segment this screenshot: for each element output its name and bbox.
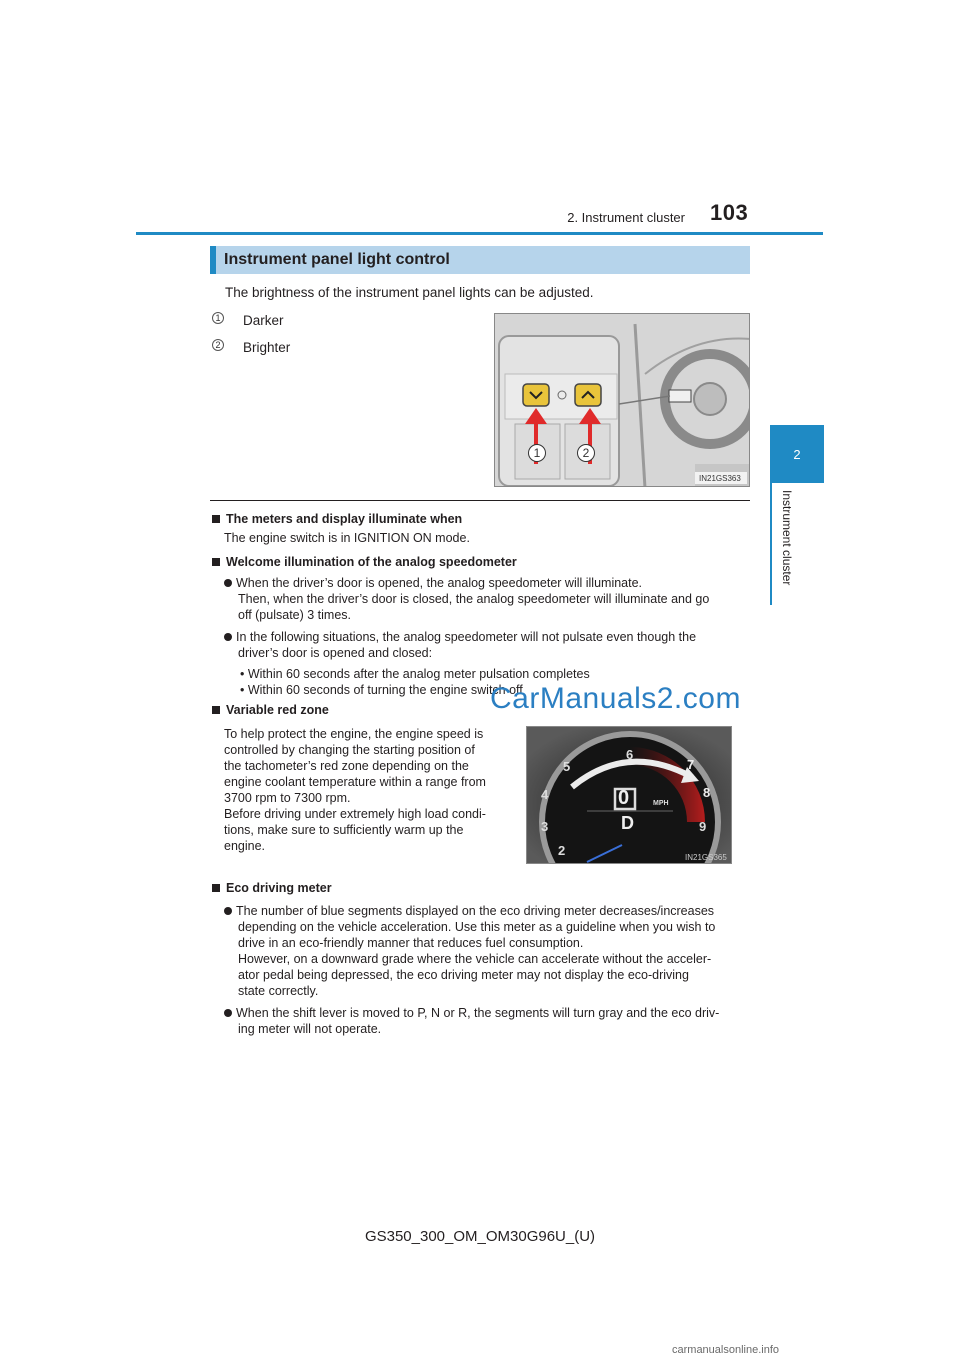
note-eco-bullet-1 (224, 903, 714, 919)
text-line: off (pulsate) 3 times. (238, 608, 352, 622)
header-divider (136, 232, 823, 235)
note-redzone-heading (212, 703, 329, 717)
text-line: 3700 rpm to 7300 rpm. (224, 791, 351, 805)
gear-indicator: D (621, 813, 634, 833)
footer-code: GS350_300_OM_OM30G96U_(U) (364, 1228, 596, 1245)
note-eco-heading (212, 881, 332, 895)
speed-unit: MPH (653, 800, 669, 807)
round-bullet-icon (224, 579, 232, 587)
footer-site: carmanualsonline.info (672, 1344, 780, 1356)
square-bullet-icon (212, 706, 220, 714)
gauge-number: 5 (563, 759, 571, 774)
square-bullet-icon (212, 558, 220, 566)
section-intro: The brightness of the instrument panel lights can be adjusted. (225, 285, 594, 300)
note-meters-text: The engine switch is in IGNITION ON mode. (224, 531, 470, 545)
text-line: controlled by changing the starting position of (224, 743, 475, 757)
item-number-1: 1 (212, 312, 224, 324)
text-line: drive in an eco-friendly manner that reduces fuel consumption. (238, 936, 584, 950)
text-line: tions, make sure to sufficiently warm up the (224, 823, 464, 837)
sub-bullet: • Within 60 seconds of turning the engine switch off (240, 683, 523, 697)
illustration-code: IN21GS363 (699, 474, 741, 483)
text-line: the tachometer’s red zone depending on the (224, 759, 469, 773)
text-line: ing meter will not operate. (238, 1022, 382, 1036)
text-line: Then, when the driver’s door is closed, the analog speedometer will illuminate and go (238, 592, 710, 606)
watermark: CarManuals2.com (490, 682, 741, 715)
note-meters-heading (212, 512, 462, 526)
text-line: However, on a downward grade where the vehicle can accelerate without the acceler- (238, 952, 712, 966)
gauge-number: 3 (541, 819, 549, 834)
sub-bullet: • Within 60 seconds after the analog meter pulsation completes (240, 667, 590, 681)
note-eco-bullet-2 (224, 1005, 719, 1021)
text-line: Before driving under extremely high load condi- (224, 807, 486, 821)
note-welcome-heading (212, 555, 517, 569)
tachometer-illustration (526, 726, 732, 864)
text-line: When the shift lever is moved to P, N or R, the segments will turn gray and the eco driv- (236, 1006, 720, 1020)
gauge-number: 8 (703, 785, 711, 800)
text-line: In the following situations, the analog speedometer will not pulsate even though the (236, 630, 697, 644)
chapter-tab[interactable]: 2 (770, 425, 824, 483)
chapter-tab-label: Instrument cluster (780, 490, 794, 586)
chapter-tab-rule (770, 483, 772, 605)
callout-1: 1 (528, 444, 546, 462)
text-line: engine. (224, 839, 266, 853)
item-number-2: 2 (212, 339, 224, 351)
text-line: depending on the vehicle acceleration. Use this meter as a guideline when you wish to (238, 920, 716, 934)
item-label-brighter: Brighter (243, 340, 291, 355)
note-welcome-bullet-1 (224, 575, 642, 591)
round-bullet-icon (224, 1009, 232, 1017)
instrument-light-control-illustration (494, 313, 750, 487)
text-line: driver’s door is opened and closed: (238, 646, 433, 660)
square-bullet-icon (212, 515, 220, 523)
text-line: ator pedal being depressed, the eco driving meter may not display the eco-driving (238, 968, 689, 982)
header-section-title: 2. Instrument cluster (567, 210, 685, 225)
text-line: state correctly. (238, 984, 319, 998)
text-line: The number of blue segments displayed on the eco driving meter decreases/increases (236, 904, 715, 918)
illustration-code: IN21GS365 (685, 853, 727, 862)
page-number: 103 (710, 200, 749, 225)
gauge-number: 7 (687, 757, 695, 772)
gauge-number: 6 (626, 747, 634, 762)
gauge-number: 9 (699, 819, 707, 834)
gauge-number: 4 (541, 787, 549, 802)
speed-readout: 0 (618, 787, 630, 809)
text-line: When the driver’s door is opened, the analog speedometer will illuminate. (236, 576, 643, 590)
item-label-darker: Darker (243, 313, 284, 328)
note-redzone-text (224, 726, 486, 854)
round-bullet-icon (224, 907, 232, 915)
text-line: engine coolant temperature within a range from (224, 775, 486, 789)
note-redzone-title: Variable red zone (226, 703, 329, 717)
section-divider (210, 500, 750, 501)
section-heading (210, 246, 750, 274)
note-welcome-title: Welcome illumination of the analog speedometer (226, 555, 517, 569)
round-bullet-icon (224, 633, 232, 641)
note-meters-title: The meters and display illuminate when (226, 512, 463, 526)
callout-2: 2 (577, 444, 595, 462)
gauge-number: 2 (558, 843, 566, 858)
note-eco-title: Eco driving meter (226, 881, 332, 895)
square-bullet-icon (212, 884, 220, 892)
text-line: To help protect the engine, the engine speed is (224, 727, 484, 741)
note-welcome-bullet-2 (224, 629, 696, 645)
section-title: Instrument panel light control (224, 251, 450, 268)
